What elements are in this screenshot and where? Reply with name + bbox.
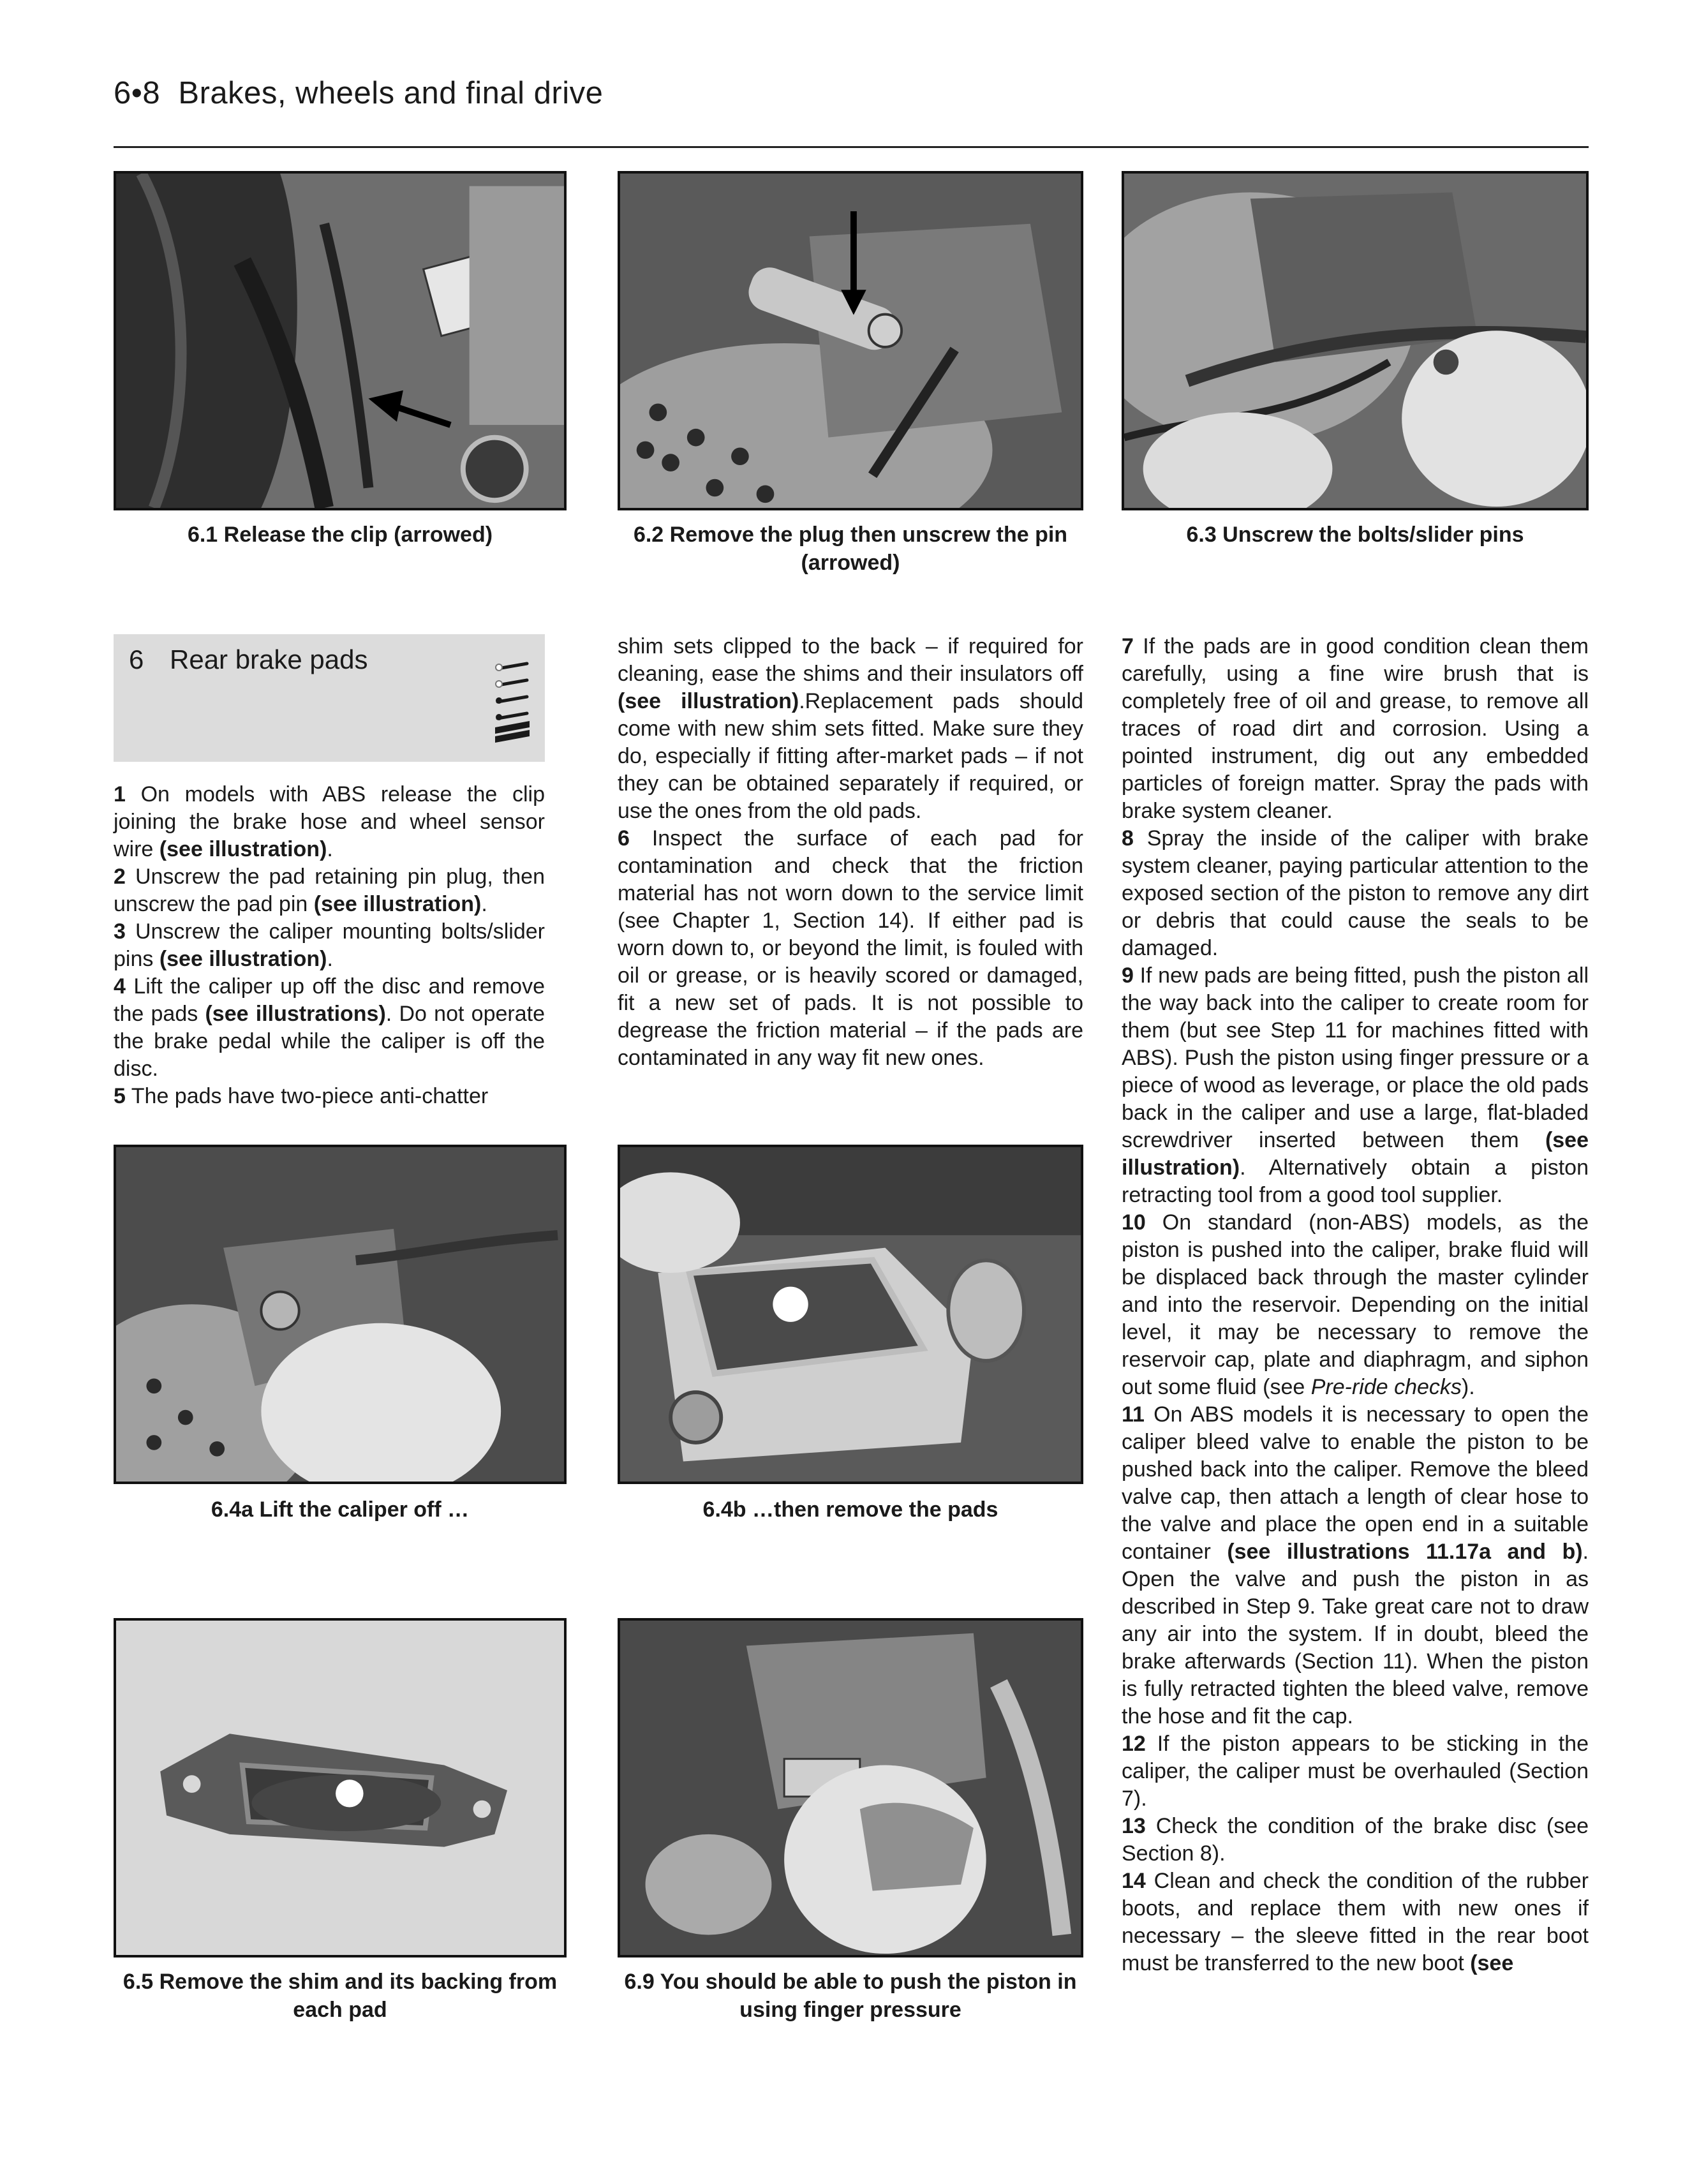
section-title: Rear brake pads <box>170 644 368 674</box>
wrench-difficulty-icon <box>493 656 532 745</box>
photo-6-2 <box>618 171 1083 510</box>
photo-6-4a <box>114 1145 567 1484</box>
caption-6-2: 6.2 Remove the plug then unscrew the pin (arrowed) <box>633 523 1068 575</box>
text-column-3 <box>1122 633 1589 1977</box>
section-number: 6 <box>129 644 144 674</box>
step-13: 13 Check the condition of the brake disc (see Section 8). <box>1122 1814 1589 1866</box>
header-rule <box>114 146 1589 148</box>
step-5-continued: shim sets clipped to the back – if required for cleaning, ease the shims and their insulators off (see illustration).Replacement pads should come with new shim sets fitted. Make sure they do, especially if fitting after-market pads – if not they can be obtained separately if required, or use the ones from the old pads. <box>618 634 1083 823</box>
step-1: 1 On models with ABS release the clip joining the brake hose and wheel sensor wire (see illustration). <box>114 782 545 861</box>
caption-6-1: 6.1 Release the clip (arrowed) <box>187 523 493 547</box>
photo-6-4b <box>618 1145 1083 1484</box>
caption-6-3: 6.3 Unscrew the bolts/slider pins <box>1186 523 1524 547</box>
step-4: 4 Lift the caliper up off the disc and remove the pads (see illustrations). Do not operate the brake pedal while the caliper is off the disc. <box>114 974 545 1081</box>
step-14: 14 Clean and check the condition of the rubber boots, and replace them with new ones if necessary – the sleeve fitted in the rear boot must be transferred to the new boot (see <box>1122 1869 1589 1975</box>
photo-6-5 <box>114 1618 567 1957</box>
step-6: 6 Inspect the surface of each pad for contamination and check that the friction material has not worn down to the service limit (see Chapter 1, Section 14). If either pad is worn down to, or beyond the limit, is fouled with oil or grease, or is heavily scored or damaged, fit a new set of pads. It is not possible to degrease the friction material – if the pads are contaminated in any way fit new ones. <box>618 826 1083 1070</box>
caption-6-5: 6.5 Remove the shim and its backing from each pad <box>122 1970 558 2022</box>
photo-6-3 <box>1122 171 1589 510</box>
step-5: 5 The pads have two-piece anti-chatter <box>114 1084 489 1108</box>
step-2: 2 Unscrew the pad retaining pin plug, then unscrew the pad pin (see illustration). <box>114 865 545 916</box>
photo-6-9 <box>618 1618 1083 1957</box>
step-9: 9 If new pads are being fitted, push the piston all the way back into the caliper to create room for them (but see Step 11 for machines fitted with ABS). Push the piston using finger pressure or a piece of wood as leverage, or place the old pads back in the caliper and use a large, flat-bladed screwdriver inserted between them (see illustration). Alternatively obtain a piston retracting tool from a good tool supplier. <box>1122 963 1589 1207</box>
photo-6-1 <box>114 171 567 510</box>
caption-6-4a: 6.4a Lift the caliper off … <box>211 1497 470 1522</box>
page-number: 6•8 <box>114 76 161 110</box>
step-11: 11 On ABS models it is necessary to open the caliper bleed valve to enable the piston to be pushed back into the caliper. Remove the bleed valve cap, then attach a length of clear hose to the valve and place the open end in a suitable container (see illustrations 11.17a and b). Open the valve and push the piston in as described in Step 9. Take great care not to draw any air into the system. If in doubt, bleed the brake afterwards (Section 11). When the piston is fully retracted tighten the bleed valve, remove the hose and fit the cap. <box>1122 1402 1589 1728</box>
text-column-2 <box>618 633 1083 1072</box>
step-8: 8 Spray the inside of the caliper with brake system cleaner, paying particular attention to the exposed section of the piston to remove any dirt or debris that could cause the seals to be damaged. <box>1122 826 1589 960</box>
step-10: 10 On standard (non-ABS) models, as the piston is pushed into the caliper, brake fluid will be displaced back through the master cylinder and into the reservoir. Depending on the initial level, it may be necessary to remove the reservoir cap, plate and diaphragm, and siphon out some fluid (see Pre-ride checks). <box>1122 1210 1589 1399</box>
section-heading <box>114 634 545 762</box>
chapter-title: Brakes, wheels and final drive <box>178 76 604 110</box>
caption-6-4b: 6.4b …then remove the pads <box>702 1497 998 1522</box>
step-12: 12 If the piston appears to be sticking in the caliper, the caliper must be overhauled (Section 7). <box>1122 1732 1589 1811</box>
page-header <box>114 75 603 111</box>
step-3: 3 Unscrew the caliper mounting bolts/slider pins (see illustration). <box>114 919 545 971</box>
step-7: 7 If the pads are in good condition clean them carefully, using a fine wire brush that is completely free of oil and grease, to remove all traces of road dirt and corrosion. Using a pointed instrument, dig out any embedded particles of foreign matter. Spray the pads with brake system cleaner. <box>1122 634 1589 823</box>
text-column-1 <box>114 781 545 1110</box>
caption-6-9: 6.9 You should be able to push the piston in using finger pressure <box>624 1970 1077 2022</box>
